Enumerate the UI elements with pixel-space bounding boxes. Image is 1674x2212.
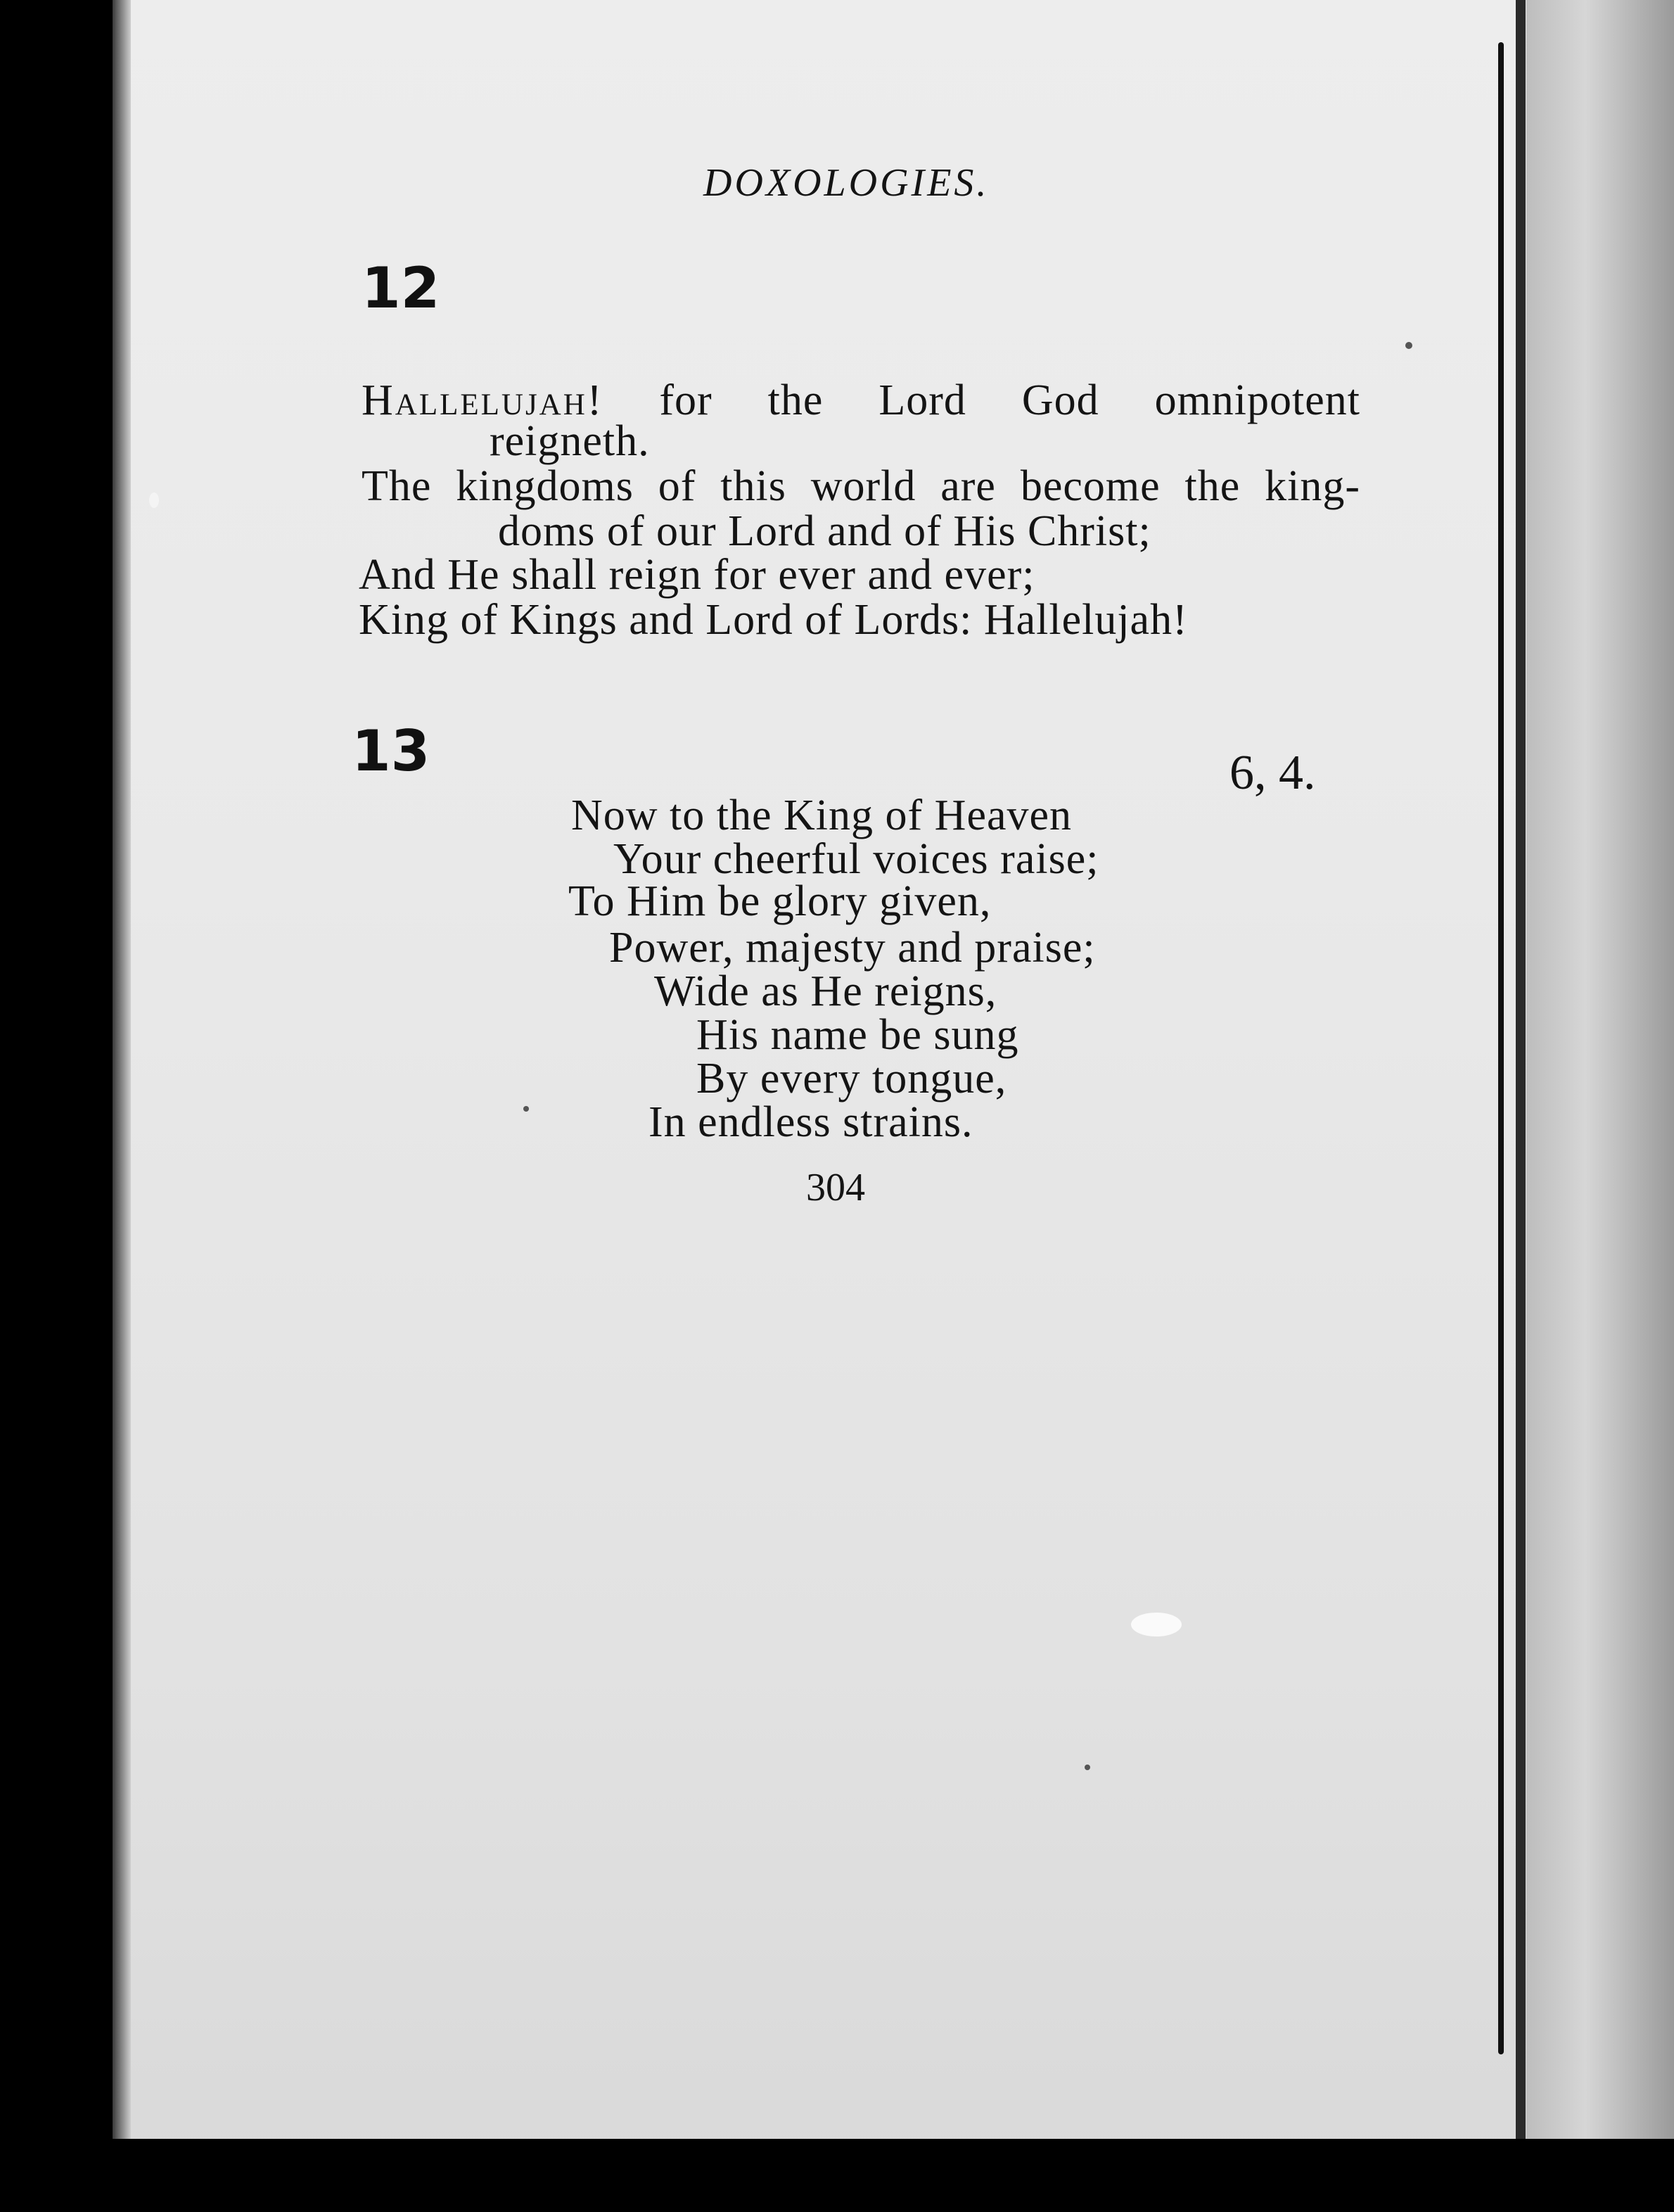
word: kingdoms bbox=[456, 462, 634, 510]
word: God bbox=[1021, 376, 1099, 424]
doxology-number-12: 12 bbox=[362, 255, 440, 321]
doxology-12-line-4: doms of our Lord and of His Christ; bbox=[498, 507, 1151, 555]
page-number: 304 bbox=[806, 1166, 865, 1209]
word: the bbox=[767, 376, 824, 424]
speck bbox=[1131, 1613, 1182, 1636]
word: for bbox=[659, 376, 713, 424]
scan-bottom-border bbox=[0, 2139, 1674, 2212]
word: omnipotent bbox=[1154, 376, 1360, 424]
next-page-strip bbox=[1526, 0, 1674, 2212]
word: the bbox=[1184, 462, 1241, 510]
doxology-12-line-1 bbox=[362, 376, 1360, 424]
doxology-number-13: 13 bbox=[352, 718, 430, 784]
speck bbox=[149, 492, 159, 508]
word: become bbox=[1020, 462, 1161, 510]
word: are bbox=[940, 462, 996, 510]
doxology-12-line-3 bbox=[362, 464, 1360, 508]
page-gutter-shadow bbox=[113, 0, 131, 2212]
doxology-13-line-4: Power, majesty and praise; bbox=[609, 924, 1096, 972]
speck bbox=[1405, 342, 1412, 349]
word: world bbox=[810, 462, 916, 510]
word: The bbox=[362, 462, 432, 510]
doxology-13-line-2: Your cheerful voices raise; bbox=[613, 835, 1099, 883]
word: this bbox=[720, 462, 786, 510]
doxology-13-line-8: In endless strains. bbox=[648, 1098, 973, 1146]
running-head: DOXOLOGIES. bbox=[703, 161, 990, 205]
doxology-13-line-6: His name be sung bbox=[696, 1011, 1019, 1059]
doxology-13-line-1: Now to the King of Heaven bbox=[571, 792, 1072, 839]
word: of bbox=[658, 462, 696, 510]
doxology-12-line-5: And He shall reign for ever and ever; bbox=[359, 551, 1035, 599]
word: king- bbox=[1265, 462, 1360, 510]
meter-label: 6, 4. bbox=[1229, 746, 1316, 800]
doxology-12-line-6: King of Kings and Lord of Lords: Hallelujah! bbox=[359, 596, 1188, 644]
doxology-13-line-3: To Him be glory given, bbox=[568, 877, 992, 925]
speck bbox=[1085, 1765, 1090, 1770]
speck bbox=[523, 1106, 529, 1112]
binding-line bbox=[1498, 42, 1504, 2054]
word: Lord bbox=[878, 376, 966, 424]
doxology-13-line-5: Wide as He reigns, bbox=[654, 967, 997, 1015]
doxology-12-line-2: reigneth. bbox=[490, 417, 650, 465]
doxology-13-line-7: By every tongue, bbox=[696, 1055, 1007, 1102]
word: Hallelujah! bbox=[362, 376, 604, 424]
next-page-edge bbox=[1516, 0, 1526, 2212]
